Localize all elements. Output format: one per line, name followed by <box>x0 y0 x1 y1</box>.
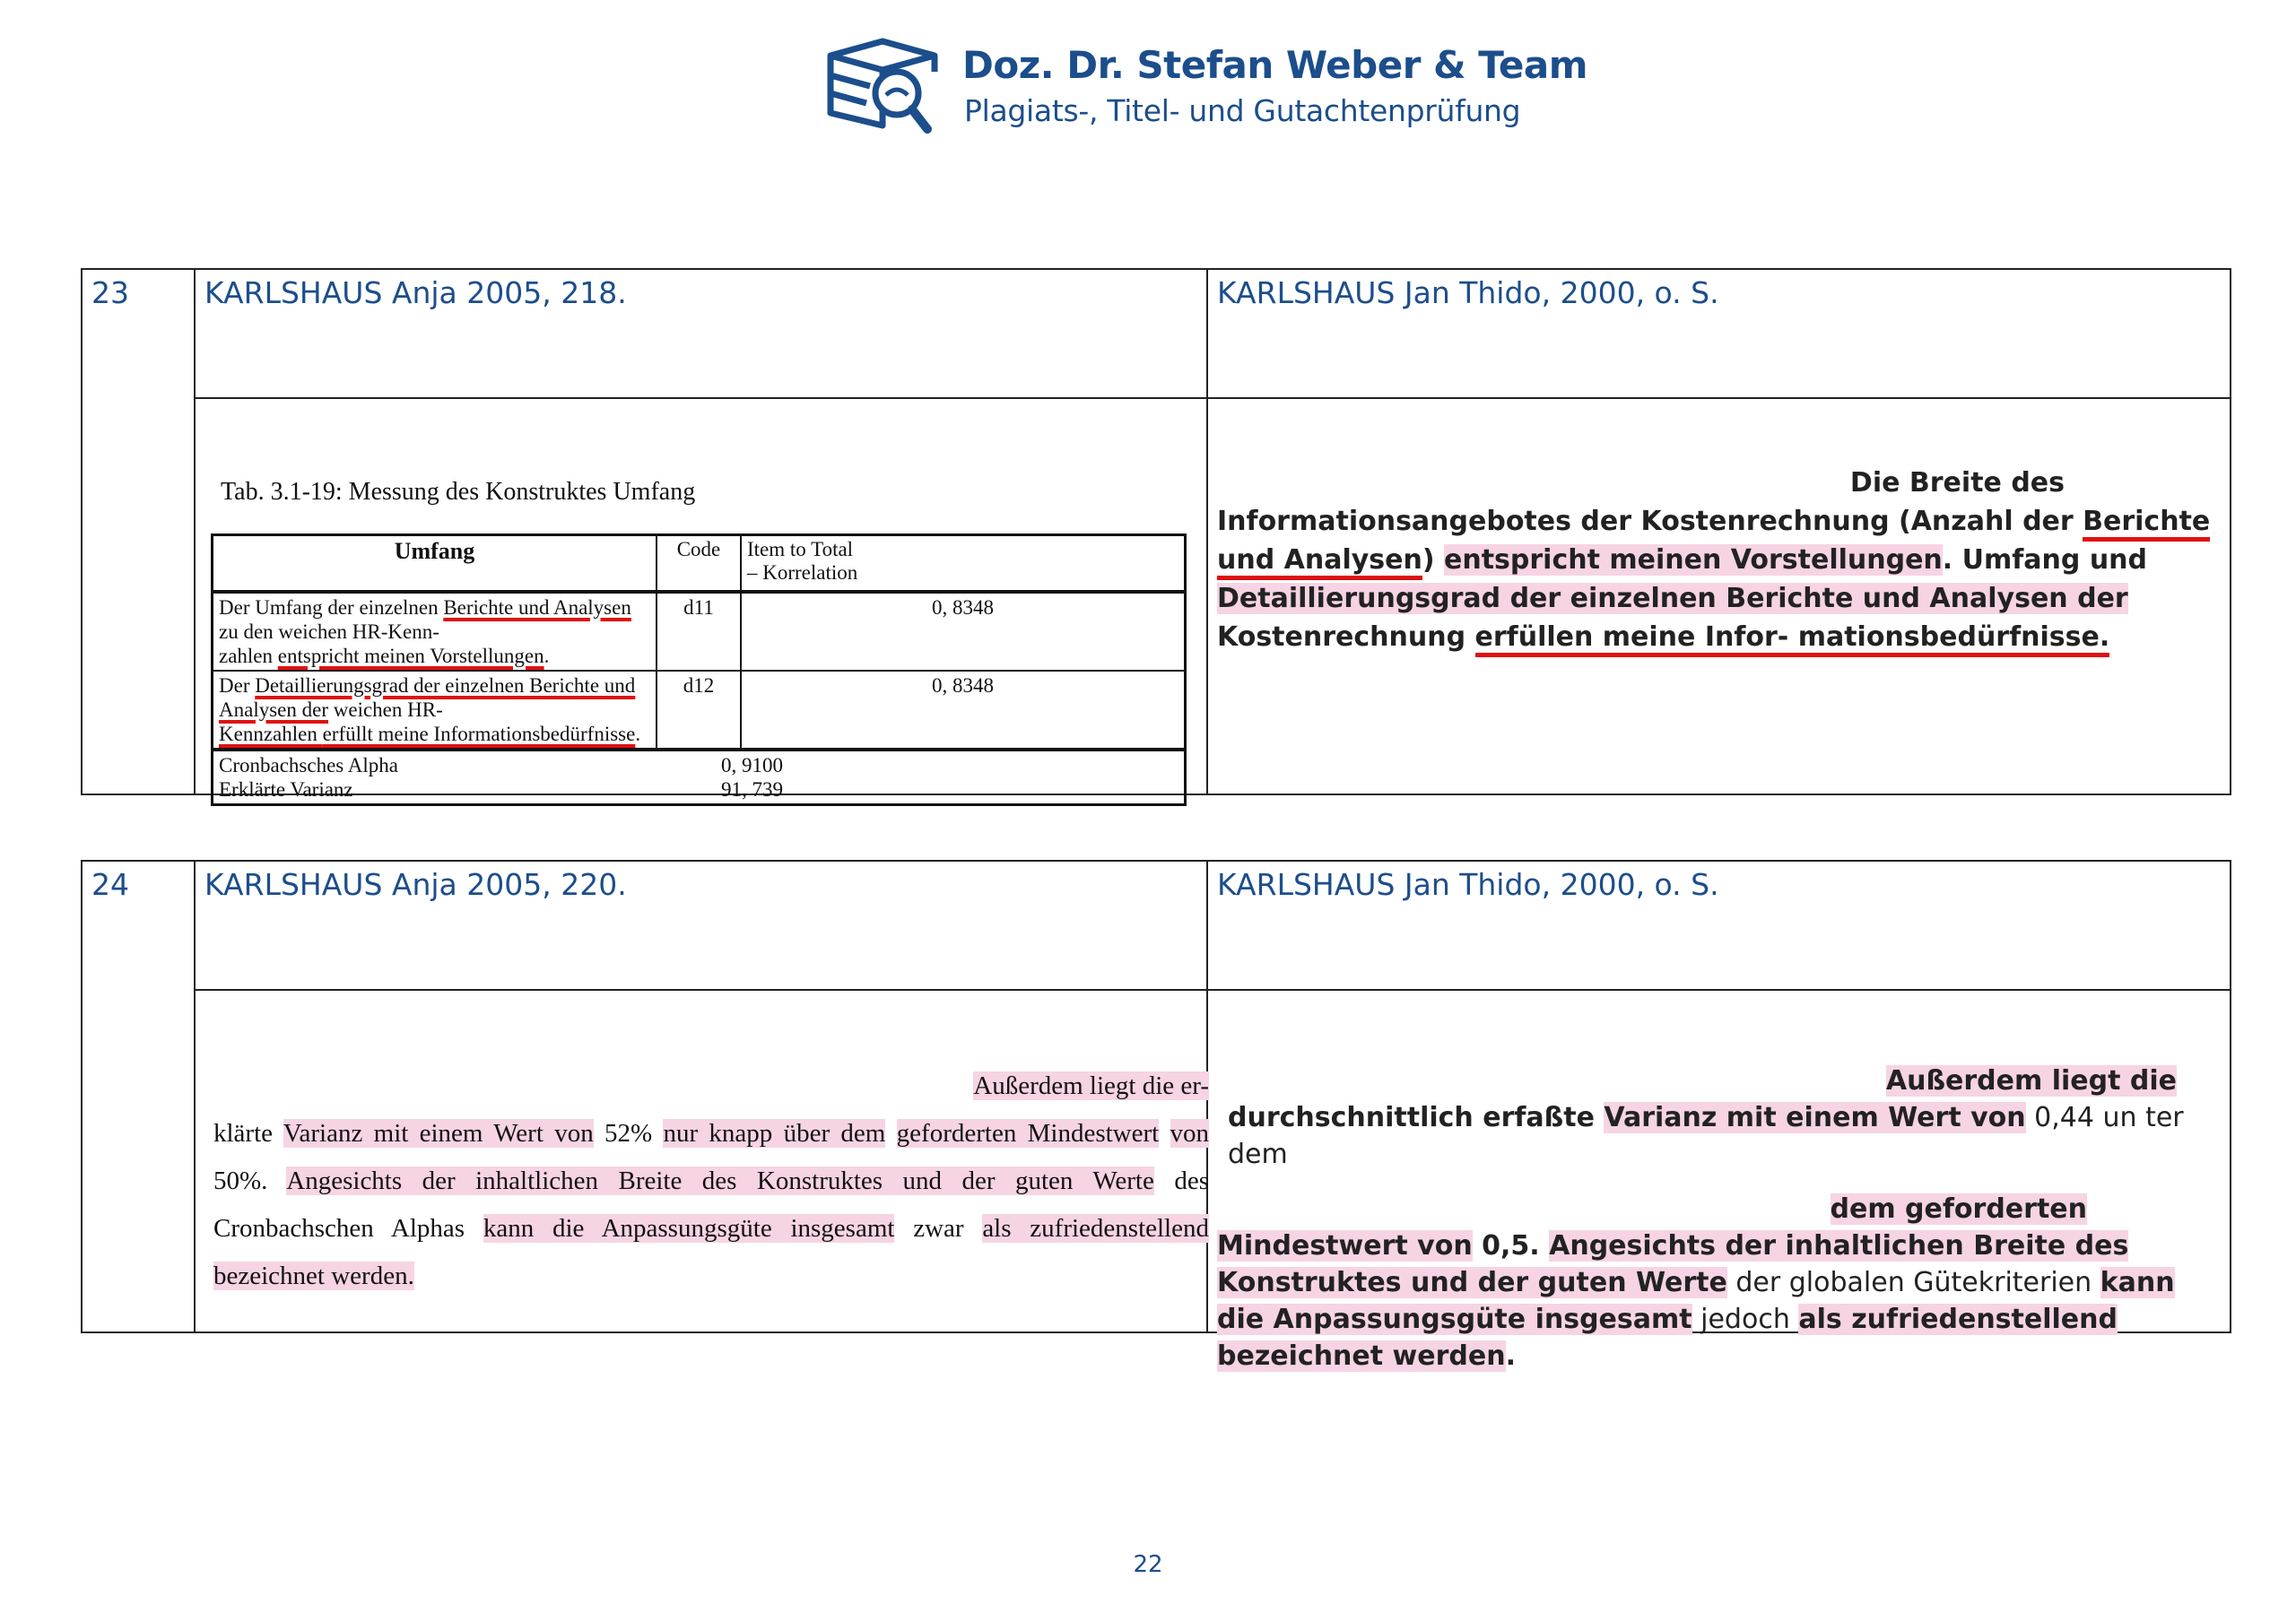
right-excerpt <box>1207 990 2231 1372</box>
source-left: KARLSHAUS Anja 2005, 218. <box>204 275 627 310</box>
column-header-line: – Korrelation <box>747 561 858 584</box>
column-header-line: Item to Total <box>747 538 854 560</box>
column-header: Code <box>657 535 741 593</box>
stat-label: Cronbachsches Alpha <box>219 754 398 776</box>
source-left: KARLSHAUS Anja 2005, 220. <box>204 867 627 902</box>
stats-row <box>213 750 1186 805</box>
scanned-table <box>211 533 1187 806</box>
source-right-cell <box>1207 861 2231 990</box>
brand-subtitle: Plagiats-, Titel- und Gutachtenprüfung <box>964 93 1521 128</box>
book-magnifier-icon <box>825 36 940 134</box>
stats-cell <box>213 750 1186 805</box>
left-excerpt-text: Außerdem liegt die er- klärte Varianz mit einem Wert von 52% nur knapp über dem geforderten Mindestwert von 50%. Angesichts der inhaltlichen Breite des Konstruktes und der guten Werte des Cronbachschen Alphas kann die Anpassungsgüte insgesamt zwar als zufriedenstellend bezeichnet werden. <box>213 1071 1210 1290</box>
right-excerpt <box>1207 398 2231 794</box>
source-right-cell <box>1207 269 2231 398</box>
stat-value: 0, 9100 <box>721 754 783 776</box>
table-row <box>213 671 1186 750</box>
right-excerpt-text: Die Breite des Informationsangebotes der Kostenrechnung (Anzahl der Berichte und Analysen) entspricht meinen Vorstellungen. Umfang und Detaillierungsgrad der einzelnen Berichte und Analysen der Kostenrechnung erfüllen meine Infor- mationsbedürfnisse. <box>1217 464 2222 656</box>
column-header: Umfang <box>213 535 657 593</box>
table-row <box>213 592 1186 671</box>
left-excerpt <box>195 398 1207 801</box>
item-value: 0, 8348 <box>741 671 1186 750</box>
brand-title: Doz. Dr. Stefan Weber & Team <box>962 43 1587 87</box>
item-code: d12 <box>657 671 741 750</box>
row-number-cell <box>82 269 195 794</box>
item-text: Der Detaillierungsgrad der einzelnen Berichte und Analysen der weichen HR- Kennzahlen erfüllt meine Informationsbedürfnisse. <box>213 671 657 750</box>
right-excerpt-text: Außerdem liegt die durchschnittlich erfaßte Varianz mit einem Wert von 0,44 un ter dem dem geforderten Mindestwert von 0,5. Angesichts der inhaltlichen Breite des Konstruktes und der guten Werte der globalen Gütekriterien kann die Anpassungsgüte insgesamt jedoch als zufriedenstellend bezeichnet werden. <box>1217 1065 2184 1372</box>
source-left-cell <box>195 269 1207 398</box>
source-left-cell <box>195 861 1207 990</box>
table-caption: Tab. 3.1-19: Messung des Konstruktes Umfang <box>221 478 696 506</box>
source-right: KARLSHAUS Jan Thido, 2000, o. S. <box>1217 275 1719 310</box>
item-value: 0, 8348 <box>741 592 1186 671</box>
item-code: d11 <box>657 592 741 671</box>
stat-label: Erklärte Varianz <box>219 778 353 801</box>
comparison-table-23 <box>81 268 2231 801</box>
row-number: 24 <box>91 867 129 902</box>
page-number: 22 <box>1133 1551 1163 1578</box>
row-number-cell <box>82 861 195 1332</box>
item-text: Der Umfang der einzelnen Berichte und Analysen zu den weichen HR-Kenn- zahlen entspricht meinen Vorstellungen. <box>213 592 657 671</box>
left-excerpt <box>195 990 1210 1332</box>
row-number: 23 <box>91 275 129 310</box>
source-right: KARLSHAUS Jan Thido, 2000, o. S. <box>1217 867 1719 902</box>
page-header <box>825 34 1587 142</box>
comparison-table-24 <box>81 860 2231 1372</box>
stat-value: 91, 739 <box>721 778 783 801</box>
column-header <box>741 535 1186 593</box>
